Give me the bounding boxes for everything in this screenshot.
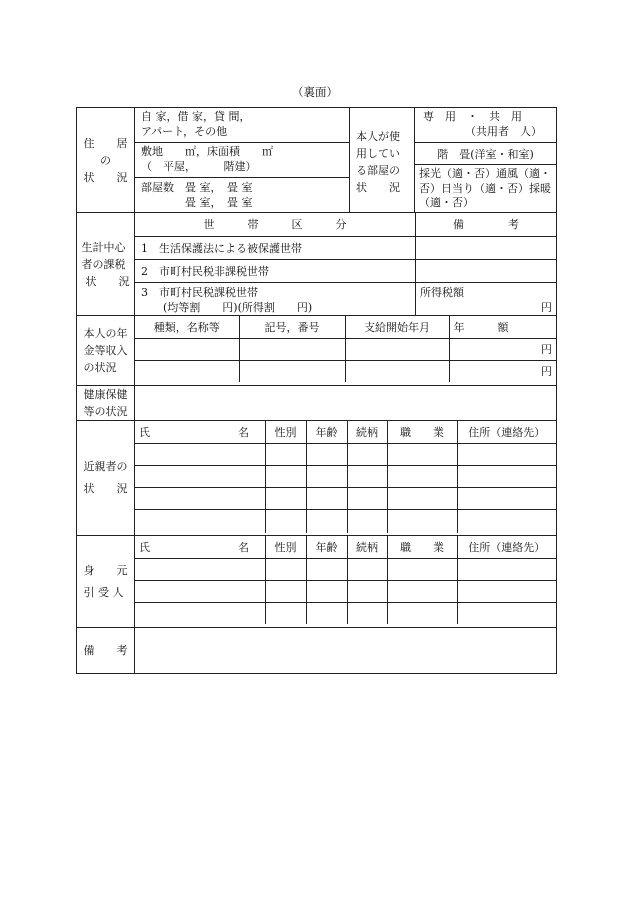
tax-header-line: 生計中心 bbox=[81, 240, 126, 254]
tax-row-1-remarks[interactable] bbox=[415, 236, 556, 259]
relatives-cell[interactable] bbox=[135, 487, 265, 509]
remarks-header bbox=[77, 628, 135, 673]
housing-header-line: の bbox=[100, 153, 111, 167]
pension-col: 種類，名称等 bbox=[135, 316, 239, 338]
relatives-cell[interactable] bbox=[135, 509, 265, 533]
relatives-header-line: 状 況 bbox=[83, 482, 128, 495]
room-light-line: （適・否） bbox=[419, 196, 474, 209]
pension-amount-cell[interactable]: 円 bbox=[449, 338, 556, 360]
relatives-cell[interactable] bbox=[306, 509, 347, 533]
guarantor-cell[interactable] bbox=[265, 580, 306, 602]
tax-row-2[interactable] bbox=[135, 259, 415, 282]
tax-col-division bbox=[135, 213, 415, 236]
pension-col: 年 額 bbox=[449, 316, 556, 338]
remarks-value-cell[interactable] bbox=[135, 628, 556, 673]
relatives-cell[interactable] bbox=[457, 487, 556, 509]
table-header-row bbox=[135, 421, 556, 443]
pension-table bbox=[135, 316, 556, 382]
relatives-cell[interactable] bbox=[457, 443, 556, 465]
pension-section bbox=[76, 315, 557, 386]
guarantor-cell[interactable] bbox=[265, 558, 306, 580]
housing-type-line: 自 家，借 家，貸 間， bbox=[141, 110, 251, 123]
housing-area-line: 敷地 ㎡，床面積 ㎡ bbox=[141, 145, 273, 158]
relatives-cell[interactable] bbox=[306, 443, 347, 465]
housing-type-line: アパート，その他 bbox=[141, 125, 228, 138]
guarantor-cell[interactable] bbox=[347, 602, 387, 624]
guarantor-col: 性別 bbox=[265, 536, 306, 558]
relatives-cell[interactable] bbox=[347, 465, 387, 487]
guarantor-col: 職 業 bbox=[387, 536, 457, 558]
tax-col-remarks bbox=[415, 213, 556, 236]
tax-col-remarks-text: 備 考 bbox=[453, 218, 519, 231]
guarantor-cell[interactable] bbox=[135, 558, 265, 580]
relatives-header-line: 近親者の bbox=[83, 460, 128, 473]
room-status-label bbox=[349, 108, 415, 212]
table-header-row bbox=[135, 536, 556, 558]
pension-cell[interactable] bbox=[239, 338, 345, 360]
relatives-cell[interactable] bbox=[457, 509, 556, 533]
tax-section bbox=[76, 212, 557, 316]
guarantor-header-line: 引 受 人 bbox=[83, 585, 124, 599]
pension-amount-cell[interactable]: 円 bbox=[449, 360, 556, 382]
table-row bbox=[135, 580, 556, 602]
guarantor-cell[interactable] bbox=[306, 558, 347, 580]
room-use-line: 専 用 ・ 共 用 bbox=[423, 110, 522, 123]
tax-row-3-line: 3 市町村民税課税世帯 bbox=[141, 286, 258, 299]
guarantor-col: 住所（連絡先） bbox=[457, 536, 556, 558]
table-row bbox=[135, 602, 556, 624]
health-header-line: 健康保健 bbox=[83, 388, 128, 401]
relatives-col: 年齢 bbox=[306, 421, 347, 443]
guarantor-header-line: 身 元 bbox=[83, 563, 128, 577]
room-light-line: 否）日当り（適・否）採暖 bbox=[419, 181, 551, 195]
room-label-line: る部屋の bbox=[356, 164, 400, 177]
guarantor-cell[interactable] bbox=[347, 558, 387, 580]
guarantor-cell[interactable] bbox=[347, 580, 387, 602]
relatives-col: 住所（連絡先） bbox=[457, 421, 556, 443]
table-row bbox=[135, 443, 556, 465]
housing-area-line: （ 平屋， 階建） bbox=[141, 160, 257, 173]
tax-row-1-text: 1 生活保護法による被保護世帯 bbox=[141, 242, 302, 255]
relatives-col: 職 業 bbox=[387, 421, 457, 443]
page-title: （裏面） bbox=[292, 85, 338, 99]
income-tax-yen: 円 bbox=[541, 301, 552, 314]
table-header-row bbox=[135, 316, 556, 338]
guarantor-cell[interactable] bbox=[457, 558, 556, 580]
pension-cell[interactable] bbox=[135, 338, 239, 360]
tax-row-3[interactable] bbox=[135, 282, 415, 315]
housing-rooms-cell[interactable] bbox=[135, 177, 349, 213]
relatives-cell[interactable] bbox=[265, 509, 306, 533]
guarantor-cell[interactable] bbox=[265, 602, 306, 624]
pension-cell[interactable] bbox=[345, 360, 449, 382]
pension-cell[interactable] bbox=[239, 360, 345, 382]
housing-header-line: 状 況 bbox=[83, 170, 128, 184]
guarantor-header bbox=[77, 536, 135, 627]
guarantor-cell[interactable] bbox=[135, 602, 265, 624]
pension-header-line: 本人の年 bbox=[83, 327, 128, 340]
tax-row-2-remarks[interactable] bbox=[415, 259, 556, 282]
relatives-cell[interactable] bbox=[265, 443, 306, 465]
housing-header-line: 住 居 bbox=[83, 136, 128, 150]
relatives-cell[interactable] bbox=[306, 465, 347, 487]
pension-col: 記号，番号 bbox=[239, 316, 345, 338]
room-use-line: （共用者 人） bbox=[465, 125, 542, 138]
relatives-cell[interactable] bbox=[387, 443, 457, 465]
housing-header bbox=[77, 108, 135, 212]
table-row bbox=[135, 338, 556, 360]
relatives-cell[interactable] bbox=[387, 465, 457, 487]
relatives-col: 氏 名 bbox=[135, 421, 265, 443]
housing-rooms-line: 畳 室， 畳 室 bbox=[141, 196, 253, 209]
remarks-section bbox=[76, 627, 557, 674]
relatives-cell[interactable] bbox=[265, 487, 306, 509]
income-tax-cell[interactable] bbox=[415, 282, 556, 315]
relatives-cell[interactable] bbox=[387, 509, 457, 533]
room-use-cell[interactable] bbox=[415, 108, 556, 142]
guarantor-col: 続柄 bbox=[347, 536, 387, 558]
pension-col: 支給開始年月 bbox=[345, 316, 449, 338]
guarantor-section bbox=[76, 535, 557, 628]
tax-header-line: 状 況 bbox=[85, 274, 130, 288]
relatives-cell[interactable] bbox=[347, 487, 387, 509]
guarantor-cell[interactable] bbox=[387, 602, 457, 624]
housing-type-cell[interactable] bbox=[135, 108, 349, 142]
income-tax-label: 所得税額 bbox=[420, 286, 464, 299]
pension-header bbox=[77, 316, 135, 385]
pension-header-line: 金等収入 bbox=[83, 344, 128, 357]
health-section bbox=[76, 385, 557, 421]
pension-cell[interactable] bbox=[135, 360, 239, 382]
guarantor-cell[interactable] bbox=[387, 558, 457, 580]
housing-section bbox=[76, 107, 557, 213]
guarantor-cell[interactable] bbox=[387, 580, 457, 602]
table-row bbox=[135, 465, 556, 487]
guarantor-col: 氏 名 bbox=[135, 536, 265, 558]
relatives-cell[interactable] bbox=[347, 509, 387, 533]
room-tatami-text: 階 畳(洋室・和室) bbox=[437, 148, 534, 161]
guarantor-cell[interactable] bbox=[306, 580, 347, 602]
tax-row-2-text: 2 市町村民税非課税世帯 bbox=[141, 265, 269, 278]
tax-row-3-line: (均等割 円)(所得割 円) bbox=[141, 301, 313, 314]
room-label-line: 本人が使 bbox=[356, 130, 400, 143]
room-label-line: 用してい bbox=[356, 147, 400, 160]
guarantor-cell[interactable] bbox=[306, 602, 347, 624]
relatives-section bbox=[76, 420, 557, 536]
guarantor-cell[interactable] bbox=[135, 580, 265, 602]
tax-header-line: 者の課税 bbox=[81, 257, 126, 271]
relatives-col: 性別 bbox=[265, 421, 306, 443]
relatives-header bbox=[77, 421, 135, 535]
room-light-line: 採光（適・否）通風（適・ bbox=[419, 167, 551, 180]
guarantor-col: 年齢 bbox=[306, 536, 347, 558]
tax-row-1[interactable] bbox=[135, 236, 415, 259]
table-row bbox=[135, 360, 556, 382]
relatives-cell[interactable] bbox=[135, 443, 265, 465]
guarantor-cell[interactable] bbox=[457, 602, 556, 624]
health-header bbox=[77, 386, 135, 420]
remarks-header-text: 備 考 bbox=[83, 644, 128, 657]
relatives-table bbox=[135, 421, 556, 533]
pension-header-line: の状況 bbox=[83, 361, 117, 374]
health-header-line: 等の状況 bbox=[83, 405, 128, 418]
room-label-line: 状 況 bbox=[356, 181, 400, 194]
relatives-cell[interactable] bbox=[387, 487, 457, 509]
tax-header bbox=[77, 213, 135, 315]
tax-col-division-text: 世 帯 区 分 bbox=[203, 218, 347, 231]
housing-rooms-line: 部屋数 畳 室， 畳 室 bbox=[141, 181, 253, 194]
table-row bbox=[135, 509, 556, 533]
guarantor-cell[interactable] bbox=[457, 580, 556, 602]
guarantor-table bbox=[135, 536, 556, 624]
room-light-cell[interactable] bbox=[415, 164, 556, 213]
relatives-cell[interactable] bbox=[265, 465, 306, 487]
housing-area-cell[interactable] bbox=[135, 142, 349, 177]
pension-cell[interactable] bbox=[345, 338, 449, 360]
room-tatami-cell[interactable] bbox=[415, 142, 556, 164]
relatives-col: 続柄 bbox=[347, 421, 387, 443]
relatives-cell[interactable] bbox=[347, 443, 387, 465]
relatives-cell[interactable] bbox=[306, 487, 347, 509]
health-value-cell[interactable] bbox=[135, 386, 556, 420]
relatives-cell[interactable] bbox=[457, 465, 556, 487]
table-row bbox=[135, 558, 556, 580]
relatives-cell[interactable] bbox=[135, 465, 265, 487]
table-row bbox=[135, 487, 556, 509]
